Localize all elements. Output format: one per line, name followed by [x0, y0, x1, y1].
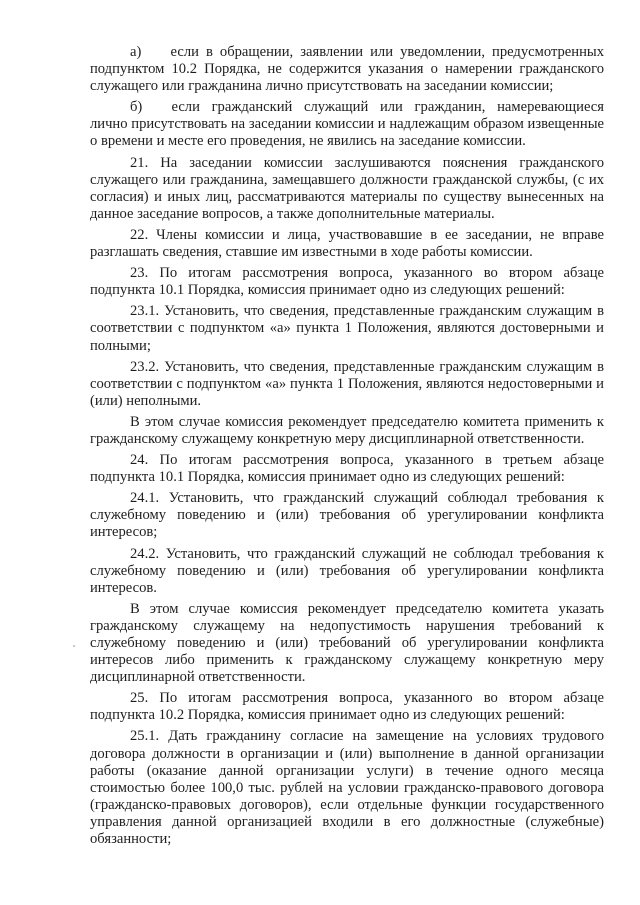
paragraph-23-2: 23.2. Установить, что сведения, представленные гражданским служащим в соответствии с подпунктом «а» пункта 1 Положения, являются недостоверными и (или) неполными. [90, 358, 604, 409]
paragraph-22: 22. Члены комиссии и лица, участвовавшие в ее заседании, не вправе разглашать сведения, ставшие им известными в ходе работы комиссии. [90, 226, 604, 261]
paragraph-23-note: В этом случае комиссия рекомендует председателю комитета применить к гражданскому служащему конкретную меру дисциплинарной ответственности. [90, 413, 604, 447]
paragraph-23: 23. По итогам рассмотрения вопроса, указанного во втором абзаце подпункта 10.1 Порядка, комиссия принимает одно из следующих решений: [90, 265, 604, 299]
paragraph-20a: а) если в обращении, заявлении или уведомлении, предусмотренных подпунктом 10.2 Порядка, не содержится указания о намерении гражданского служащего или гражданина лично присутствовать на заседании комиссии; [90, 44, 604, 95]
paragraph-24-note: В этом случае комиссия рекомендует председателю комитета указать гражданскому служащему на недопустимость нарушения требований к служебному поведению и (или) требований об урегулировании конфликта интересов либо применить к гражданскому служащему конкретную меру дисциплинарной ответственности. [90, 600, 604, 686]
paragraph-24-2: 24.2. Установить, что гражданский служащий не соблюдал требования к служебному поведению и (или) требования об урегулировании конфликта интересов. [90, 545, 604, 596]
paragraph-24: 24. По итогам рассмотрения вопроса, указанного в третьем абзаце подпункта 10.1 Порядка, комиссия принимает одно из следующих решений: [90, 452, 604, 486]
paragraph-25: 25. По итогам рассмотрения вопроса, указанного во втором абзаце подпункта 10.2 Порядка, комиссия принимает одно из следующих решений: [90, 690, 604, 724]
paragraph-20b: б) если гражданский служащий или гражданин, намеревающиеся лично присутствовать на заседании комиссии и надлежащим образом извещенные о времени и месте его проведения, не явились на заседание комиссии. [90, 99, 604, 150]
paragraph-21: 21. На заседании комиссии заслушиваются пояснения гражданского служащего или гражданина, замещавшего должности гражданской службы, (с их согласия) и иных лиц, рассматриваются материалы по существу вынесенных на данное заседание вопросов, а также дополнительные материалы. [90, 154, 604, 222]
paragraph-24-1: 24.1. Установить, что гражданский служащий соблюдал требования к служебному поведению и (или) требования об урегулировании конфликта интересов; [90, 490, 604, 541]
scan-speck [73, 645, 75, 647]
paragraph-25-1: 25.1. Дать гражданину согласие на замещение на условиях трудового договора должности в организации и (или) выполнение в данной организации работы (оказание данной организации услуги) в течение одного месяца стоимостью более 100,0 тыс. рублей на условии гражданско-правового договора (гражданско-правовых договоров), если отдельные функции государственного управления данной организацией входили в его должностные (служебные) обязанности; [90, 728, 604, 848]
paragraph-23-1: 23.1. Установить, что сведения, представленные гражданским служащим в соответствии с подпунктом «а» пункта 1 Положения, являются достоверными и полными; [90, 303, 604, 354]
